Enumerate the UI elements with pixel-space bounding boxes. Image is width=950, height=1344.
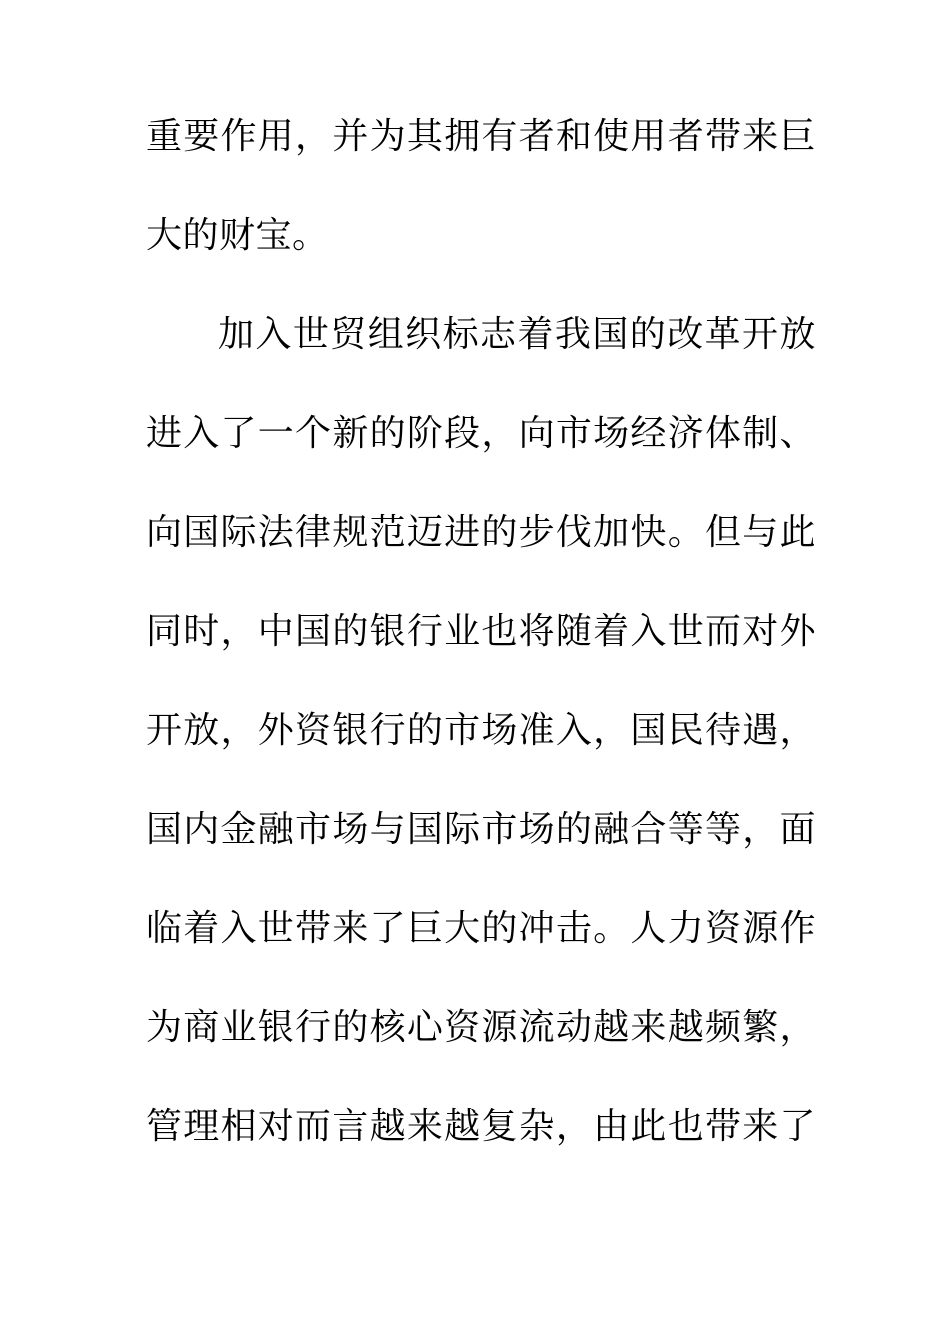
body-text xyxy=(146,118,816,1207)
text-line: 管理相对而言越来越复杂，由此也带来了 xyxy=(146,1106,816,1147)
text-line: 开放，外资银行的市场准入，国民待遇， xyxy=(146,710,816,751)
text-line: 向国际法律规范迈进的步伐加快。但与此 xyxy=(146,512,816,553)
text-line: 大的财宝。 xyxy=(146,215,329,256)
text-line: 临着入世带来了巨大的冲击。人力资源作 xyxy=(146,908,816,949)
text-line: 国内金融市场与国际市场的融合等等，面 xyxy=(146,809,816,850)
text-line: 重要作用，并为其拥有者和使用者带来巨 xyxy=(146,116,816,157)
text-line: 进入了一个新的阶段，向市场经济体制、 xyxy=(146,413,816,454)
paragraph-first-line: 加入世贸组织标志着我国的改革开放 xyxy=(218,314,816,355)
text-line: 同时，中国的银行业也将随着入世而对外 xyxy=(146,611,816,652)
text-line: 为商业银行的核心资源流动越来越频繁， xyxy=(146,1007,816,1048)
